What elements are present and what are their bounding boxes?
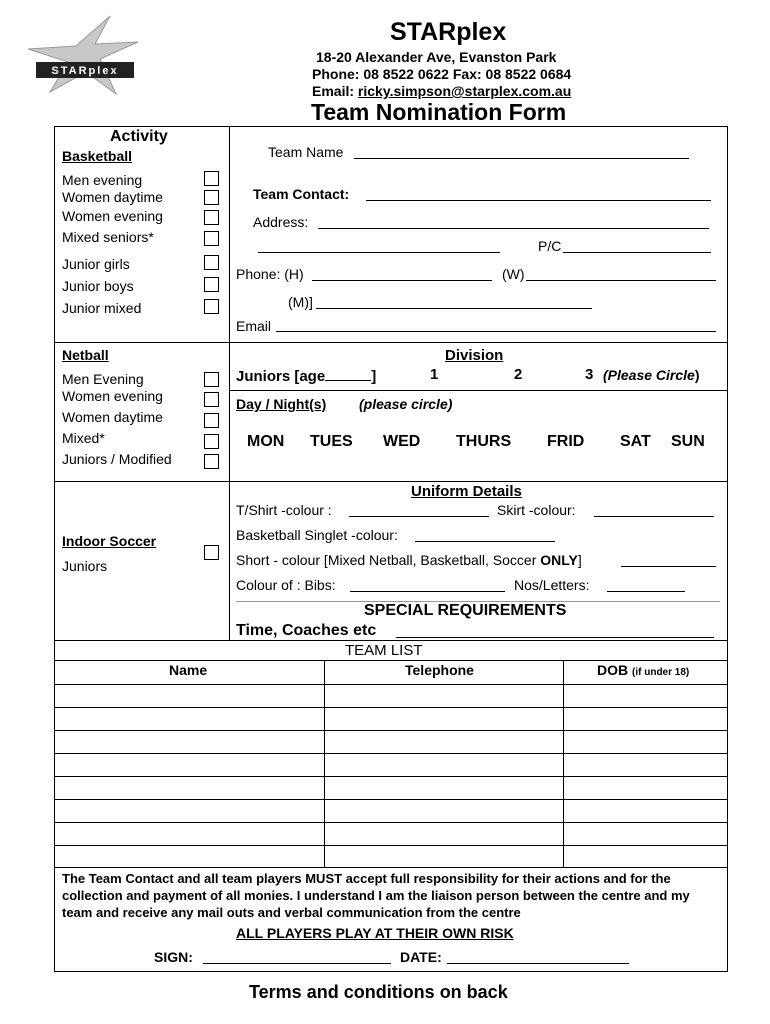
dob-label: DOB — [597, 662, 629, 678]
please-circle-text: (Please Circle — [603, 367, 695, 383]
day-thurs[interactable]: THURS — [456, 433, 512, 450]
row-line — [54, 799, 728, 800]
netball-option: Men Evening — [62, 371, 144, 387]
team-list-header-line — [54, 660, 728, 661]
basketball-option: Junior girls — [62, 256, 130, 272]
indoor-soccer-checkbox[interactable] — [204, 545, 219, 560]
tshirt-field[interactable] — [349, 516, 489, 517]
basketball-checkbox[interactable] — [204, 231, 219, 246]
phone-home-label: Phone: (H) — [236, 266, 304, 282]
sign-field[interactable] — [203, 963, 391, 964]
division-level-3[interactable]: 3 — [585, 366, 594, 383]
day-wed[interactable]: WED — [383, 433, 421, 450]
basketball-checkbox[interactable] — [204, 277, 219, 292]
team-name-field[interactable] — [354, 158, 689, 159]
uniform-heading: Uniform Details — [411, 483, 522, 500]
short-field[interactable] — [621, 566, 716, 567]
column-name: Name — [169, 662, 208, 678]
team-list-heading: TEAM LIST — [345, 642, 423, 659]
day-night-label: Day / Night(s) — [236, 396, 327, 412]
basketball-checkbox[interactable] — [204, 171, 219, 186]
date-field[interactable] — [447, 963, 629, 964]
header-col-sep-2 — [563, 660, 564, 684]
email-label: Email: — [312, 83, 358, 99]
division-level-1[interactable]: 1 — [430, 366, 439, 383]
frame-top — [54, 126, 728, 127]
sign-label: SIGN: — [154, 949, 193, 965]
phone-work-label: (W) — [502, 266, 525, 282]
singlet-label: Basketball Singlet -colour: — [236, 527, 398, 543]
singlet-field[interactable] — [415, 541, 555, 542]
short-prefix: Short - colour [Mixed Netball, Basketball, Soccer — [236, 552, 541, 568]
basketball-option: Men evening — [62, 172, 143, 188]
juniors-age-suffix: ] — [371, 368, 377, 385]
day-tues[interactable]: TUES — [310, 433, 353, 450]
team-name-label: Team Name — [268, 144, 344, 160]
basketball-option: Junior boys — [62, 278, 134, 294]
row-line — [54, 845, 728, 846]
day-night-note — [359, 396, 452, 412]
row-line — [54, 707, 728, 708]
skirt-field[interactable] — [594, 516, 714, 517]
netball-checkbox[interactable] — [204, 434, 219, 449]
day-night-note-text: (please circle) — [359, 396, 453, 412]
row-line — [54, 753, 728, 754]
netball-checkbox[interactable] — [204, 392, 219, 407]
short-suffix: ] — [577, 552, 582, 568]
row-divider-2 — [54, 481, 728, 482]
basketball-checkbox[interactable] — [204, 299, 219, 314]
basketball-option: Women daytime — [62, 189, 163, 205]
netball-checkbox[interactable] — [204, 413, 219, 428]
day-sat[interactable]: SAT — [620, 433, 651, 450]
netball-checkbox[interactable] — [204, 372, 219, 387]
time-coaches-field[interactable] — [396, 637, 714, 638]
dob-note: (if under 18) — [632, 667, 690, 678]
footer-divider — [54, 867, 728, 868]
row-line — [54, 730, 728, 731]
form-title: Team Nomination Form — [311, 99, 567, 125]
netball-checkbox[interactable] — [204, 454, 219, 469]
column-divider — [229, 126, 230, 640]
juniors-age-prefix: Juniors [age — [236, 368, 326, 385]
netball-option: Juniors / Modified — [62, 451, 172, 467]
nos-field[interactable] — [607, 591, 685, 592]
phone-mobile-label: (M)] — [288, 294, 313, 310]
company-email-row — [312, 83, 571, 99]
please-circle-close: ) — [694, 367, 700, 383]
basketball-heading: Basketball — [62, 148, 133, 164]
juniors-age-label — [236, 366, 376, 385]
logo-text: STARplex — [51, 65, 119, 77]
row-divider-1 — [54, 342, 728, 343]
terms-note: Terms and conditions on back — [249, 982, 508, 1002]
column-dob — [597, 662, 689, 678]
address-label: Address: — [253, 214, 309, 230]
row-line — [54, 822, 728, 823]
header-col-sep-1 — [324, 660, 325, 684]
netball-heading: Netball — [62, 347, 109, 363]
company-phone: Phone: 08 8522 0622 Fax: 08 8522 0684 — [312, 66, 572, 82]
row-line — [54, 776, 728, 777]
basketball-checkbox[interactable] — [204, 255, 219, 270]
day-mon[interactable]: MON — [247, 433, 285, 450]
short-label — [236, 552, 582, 568]
date-label: DATE: — [400, 949, 442, 965]
tshirt-label: T/Shirt -colour : — [236, 502, 332, 518]
address-field-2[interactable] — [258, 252, 500, 253]
day-sun[interactable]: SUN — [671, 433, 705, 450]
frame-bottom — [54, 971, 728, 972]
bibs-label: Colour of : Bibs: — [236, 577, 336, 593]
special-heading: SPECIAL REQUIREMENTS — [364, 602, 567, 619]
row-divider-3 — [54, 640, 728, 641]
address-field[interactable] — [318, 228, 709, 229]
division-heading: Division — [445, 347, 504, 364]
company-address: 18-20 Alexander Ave, Evanston Park — [316, 49, 557, 65]
disclaimer-text: The Team Contact and all team players MUST accept full responsibility for their actions and for the collection and payment of all monies. I understand I am the liaison person between the centre and my team and receive any mail outs and verbal communication from the centre — [62, 871, 690, 920]
phone-home-field[interactable] — [312, 280, 492, 281]
netball-option: Women daytime — [62, 409, 163, 425]
team-list-table — [54, 684, 728, 867]
basketball-option: Women evening — [62, 208, 163, 224]
activity-heading: Activity — [110, 128, 168, 145]
indoor-soccer-heading: Indoor Soccer — [62, 533, 157, 549]
team-contact-label: Team Contact: — [253, 186, 350, 202]
division-sub-line — [229, 390, 728, 391]
short-only: ONLY — [540, 552, 578, 568]
netball-option: Mixed* — [62, 430, 105, 446]
basketball-checkbox[interactable] — [204, 190, 219, 205]
juniors-age-field[interactable] — [325, 366, 371, 381]
time-coaches-label: Time, Coaches etc — [236, 622, 377, 639]
phone-mobile-field[interactable] — [316, 308, 592, 309]
company-title: STARplex — [390, 18, 507, 46]
bibs-field[interactable] — [350, 591, 505, 592]
column-telephone: Telephone — [405, 662, 474, 678]
email-link[interactable]: ricky.simpson@starplex.com.au — [357, 83, 572, 99]
nos-label: Nos/Letters: — [514, 577, 590, 593]
phone-work-field[interactable] — [526, 280, 716, 281]
team-contact-field[interactable] — [366, 200, 711, 201]
please-circle-note — [603, 367, 700, 383]
day-frid[interactable]: FRID — [547, 433, 585, 450]
starplex-logo — [28, 14, 140, 98]
postcode-field[interactable] — [563, 252, 711, 253]
skirt-label: Skirt -colour: — [497, 502, 576, 518]
row-line — [54, 684, 728, 685]
star-logo-icon — [28, 14, 140, 98]
indoor-soccer-option: Juniors — [62, 558, 108, 574]
risk-notice: ALL PLAYERS PLAY AT THEIR OWN RISK — [236, 925, 514, 941]
basketball-checkbox[interactable] — [204, 210, 219, 225]
postcode-label: P/C — [538, 238, 562, 254]
division-level-2[interactable]: 2 — [514, 366, 523, 383]
basketball-option: Mixed seniors* — [62, 229, 154, 245]
basketball-option: Junior mixed — [62, 300, 142, 316]
contact-email-label: Email — [236, 318, 272, 334]
contact-email-field[interactable] — [276, 331, 716, 332]
netball-option: Women evening — [62, 388, 163, 404]
